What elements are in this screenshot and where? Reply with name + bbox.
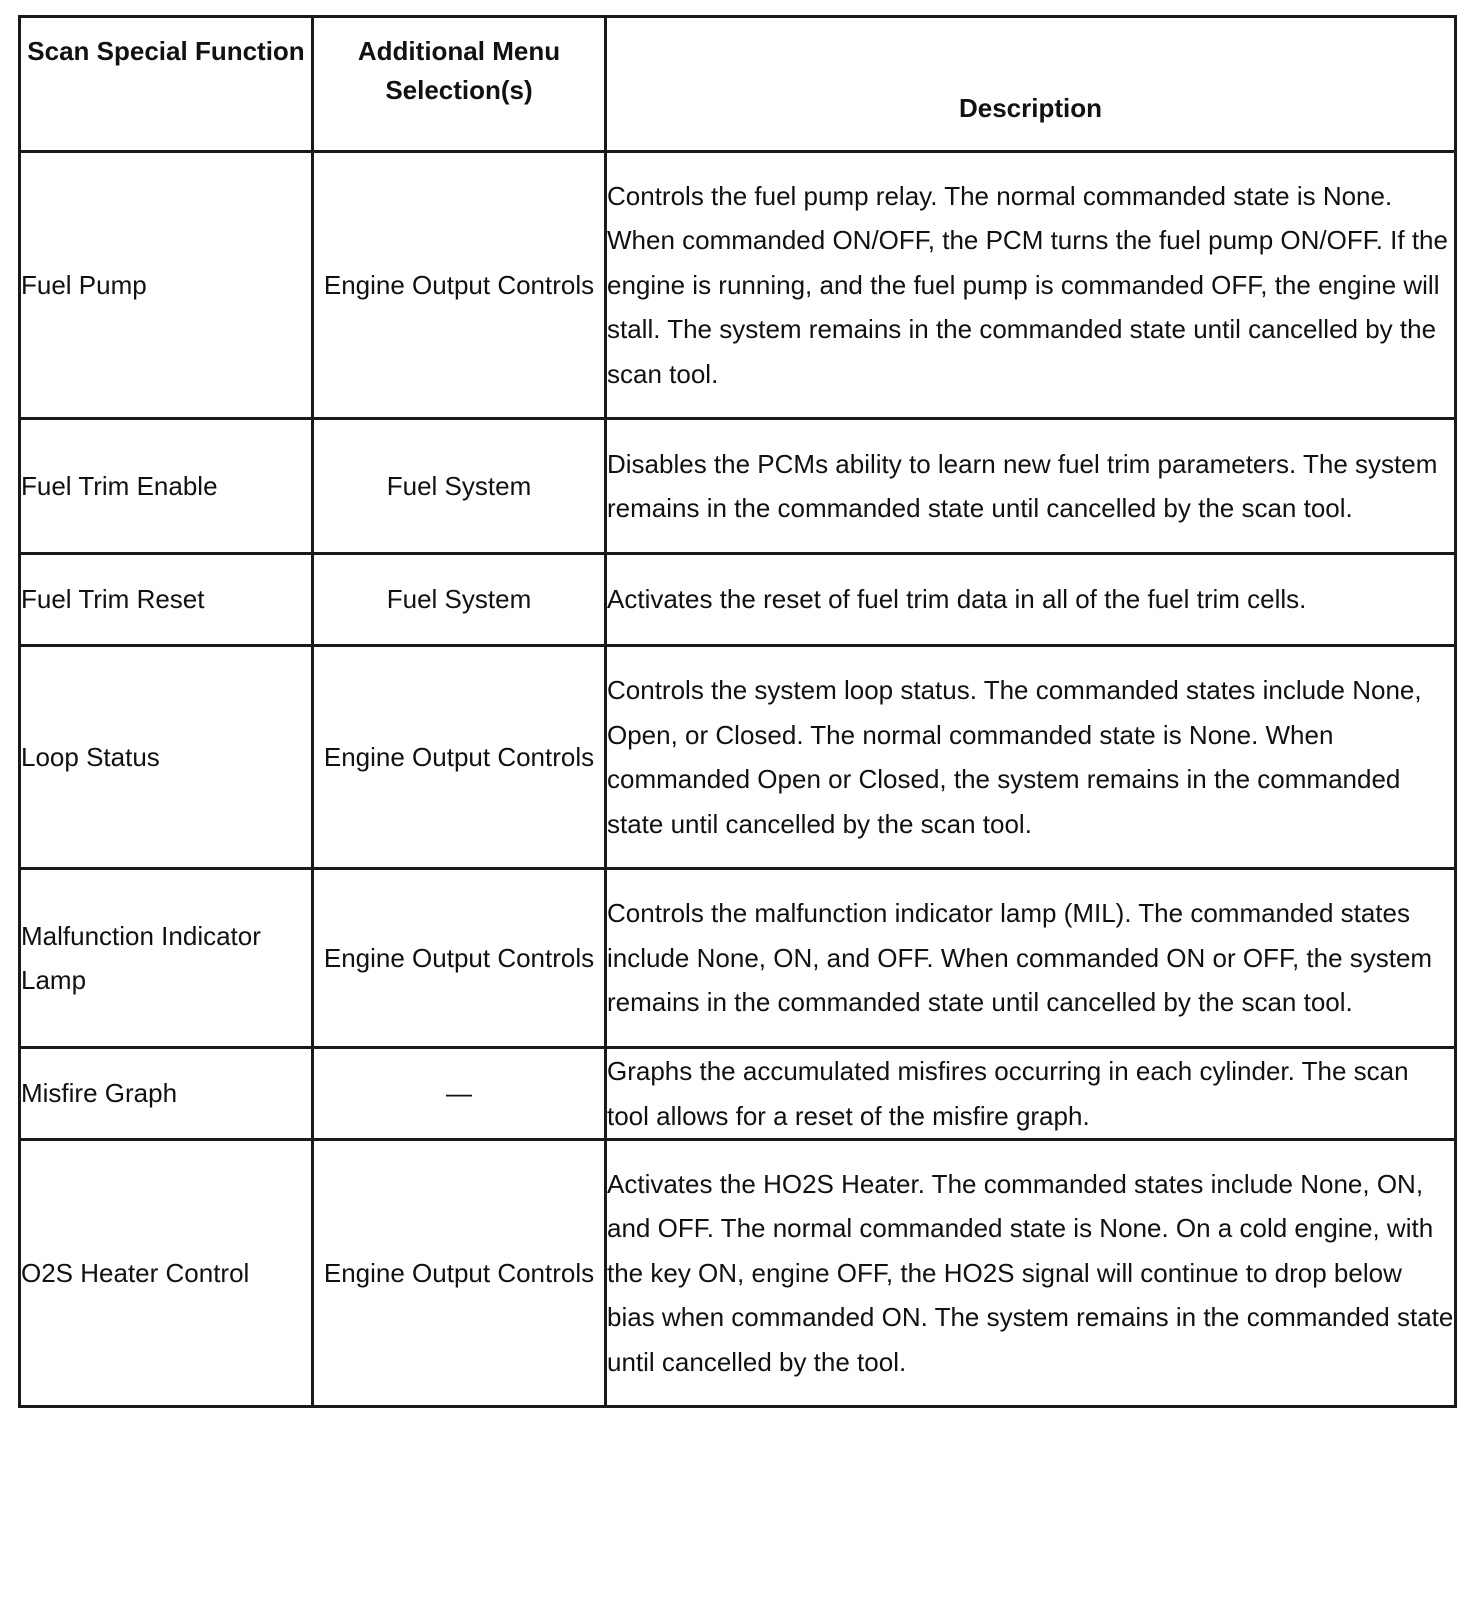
table-row (20, 1140, 1456, 1407)
table-row (20, 646, 1456, 869)
column-header-function: Scan Special Function (20, 17, 313, 152)
table-row (20, 869, 1456, 1048)
column-header-description: Description (606, 17, 1456, 152)
column-header-menu: Additional Menu Selection(s) (313, 17, 606, 152)
table-row (20, 152, 1456, 419)
menu-cell: Fuel System (313, 554, 606, 646)
description-cell: Graphs the accumulated misfires occurring in each cylinder. The scan tool allows for a reset of the misfire graph. (606, 1048, 1456, 1140)
function-cell: O2S Heater Control (20, 1140, 313, 1407)
description-cell: Disables the PCMs ability to learn new fuel trim parameters. The system remains in the commanded state until cancelled by the scan tool. (606, 419, 1456, 554)
function-cell: Fuel Pump (20, 152, 313, 419)
menu-cell: Engine Output Controls (313, 152, 606, 419)
header-row (20, 17, 1456, 152)
description-cell: Controls the fuel pump relay. The normal commanded state is None. When commanded ON/OFF, the PCM turns the fuel pump ON/OFF. If the engine is running, and the fuel pump is commanded OFF, the engine will stall. The system remains in the commanded state until cancelled by the scan tool. (606, 152, 1456, 419)
description-cell: Activates the reset of fuel trim data in all of the fuel trim cells. (606, 554, 1456, 646)
function-cell: Fuel Trim Reset (20, 554, 313, 646)
function-cell: Loop Status (20, 646, 313, 869)
description-cell: Controls the malfunction indicator lamp (MIL). The commanded states include None, ON, and OFF. When commanded ON or OFF, the system remains in the commanded state until cancelled by the scan tool. (606, 869, 1456, 1048)
function-cell: Malfunction Indicator Lamp (20, 869, 313, 1048)
scan-special-function-table (18, 15, 1457, 1408)
function-cell: Fuel Trim Enable (20, 419, 313, 554)
function-cell: Misfire Graph (20, 1048, 313, 1140)
menu-cell: Fuel System (313, 419, 606, 554)
description-cell: Controls the system loop status. The commanded states include None, Open, or Closed. The normal commanded state is None. When commanded Open or Closed, the system remains in the commanded state until cancelled by the scan tool. (606, 646, 1456, 869)
menu-cell: — (313, 1048, 606, 1140)
menu-cell: Engine Output Controls (313, 646, 606, 869)
menu-cell: Engine Output Controls (313, 1140, 606, 1407)
menu-cell: Engine Output Controls (313, 869, 606, 1048)
table-row (20, 554, 1456, 646)
table-row (20, 419, 1456, 554)
description-cell: Activates the HO2S Heater. The commanded states include None, ON, and OFF. The normal commanded state is None. On a cold engine, with the key ON, engine OFF, the HO2S signal will continue to drop below bias when commanded ON. The system remains in the commanded state until cancelled by the tool. (606, 1140, 1456, 1407)
table-row (20, 1048, 1456, 1140)
